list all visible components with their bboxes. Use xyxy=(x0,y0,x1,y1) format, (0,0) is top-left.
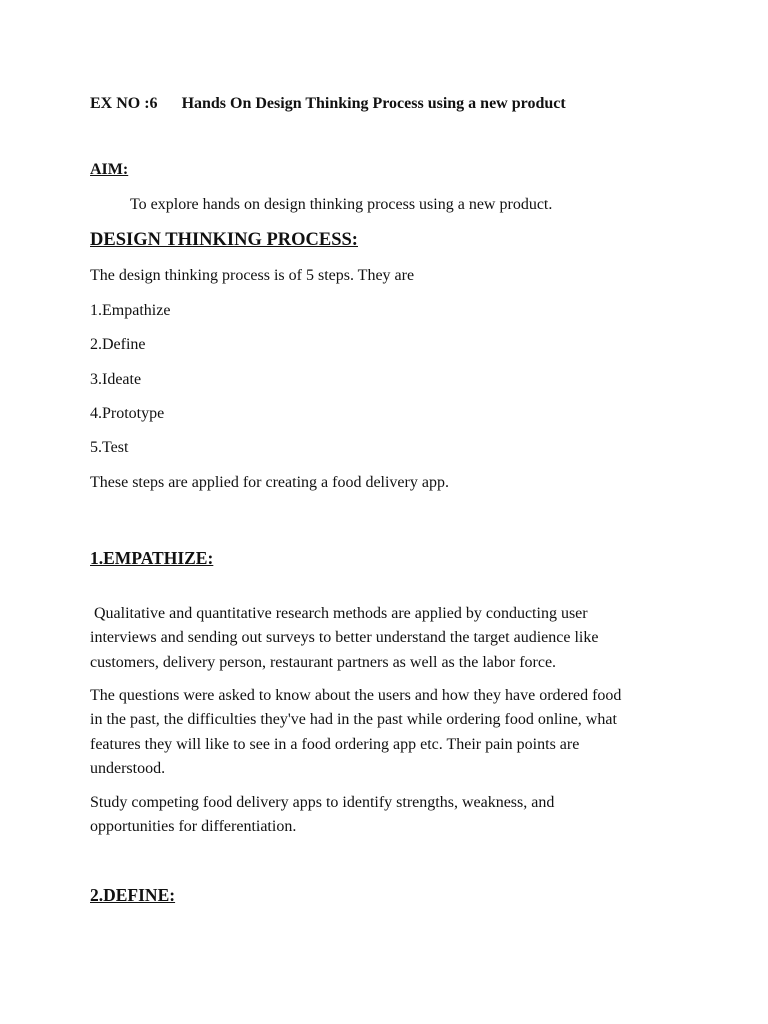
steps-applied-text: These steps are applied for creating a food delivery app. xyxy=(90,474,449,491)
step-item: 5.Test xyxy=(90,439,129,456)
paragraph-line: The questions were asked to know about the users and how they have ordered food xyxy=(90,687,622,704)
empathize-paragraph-2 xyxy=(90,684,700,782)
paragraph-line: Study competing food delivery apps to identify strengths, weakness, and xyxy=(90,794,555,811)
empathize-paragraph-3 xyxy=(90,791,700,840)
paragraph-line: in the past, the difficulties they've had in the past while ordering food online, what xyxy=(90,711,617,729)
empathize-paragraph-1 xyxy=(90,602,700,675)
exercise-title: Hands On Design Thinking Process using a new product xyxy=(181,95,566,112)
aim-heading: AIM: xyxy=(90,161,129,178)
step-item: 2.Define xyxy=(90,336,146,353)
exercise-number: EX NO :6 xyxy=(90,95,158,112)
empathize-heading: 1.EMPATHIZE: xyxy=(90,548,214,568)
paragraph-line: opportunities for differentiation. xyxy=(90,818,297,836)
paragraph-line: interviews and sending out surveys to better understand the target audience like xyxy=(90,629,599,647)
aim-text: To explore hands on design thinking process using a new product. xyxy=(130,196,553,213)
document-title xyxy=(90,94,566,114)
design-thinking-heading: DESIGN THINKING PROCESS: xyxy=(90,230,358,250)
paragraph-line: features they will like to see in a food ordering app etc. Their pain points are xyxy=(90,735,580,753)
design-thinking-intro: The design thinking process is of 5 steps. They are xyxy=(90,267,415,284)
step-item: 3.Ideate xyxy=(90,371,142,388)
define-heading: 2.DEFINE: xyxy=(90,885,176,905)
paragraph-line: understood. xyxy=(90,760,166,778)
paragraph-line: Qualitative and quantitative research methods are applied by conducting user xyxy=(94,605,588,622)
step-item: 4.Prototype xyxy=(90,405,165,422)
paragraph-line: customers, delivery person, restaurant partners as well as the labor force. xyxy=(90,653,557,671)
step-item: 1.Empathize xyxy=(90,302,171,319)
